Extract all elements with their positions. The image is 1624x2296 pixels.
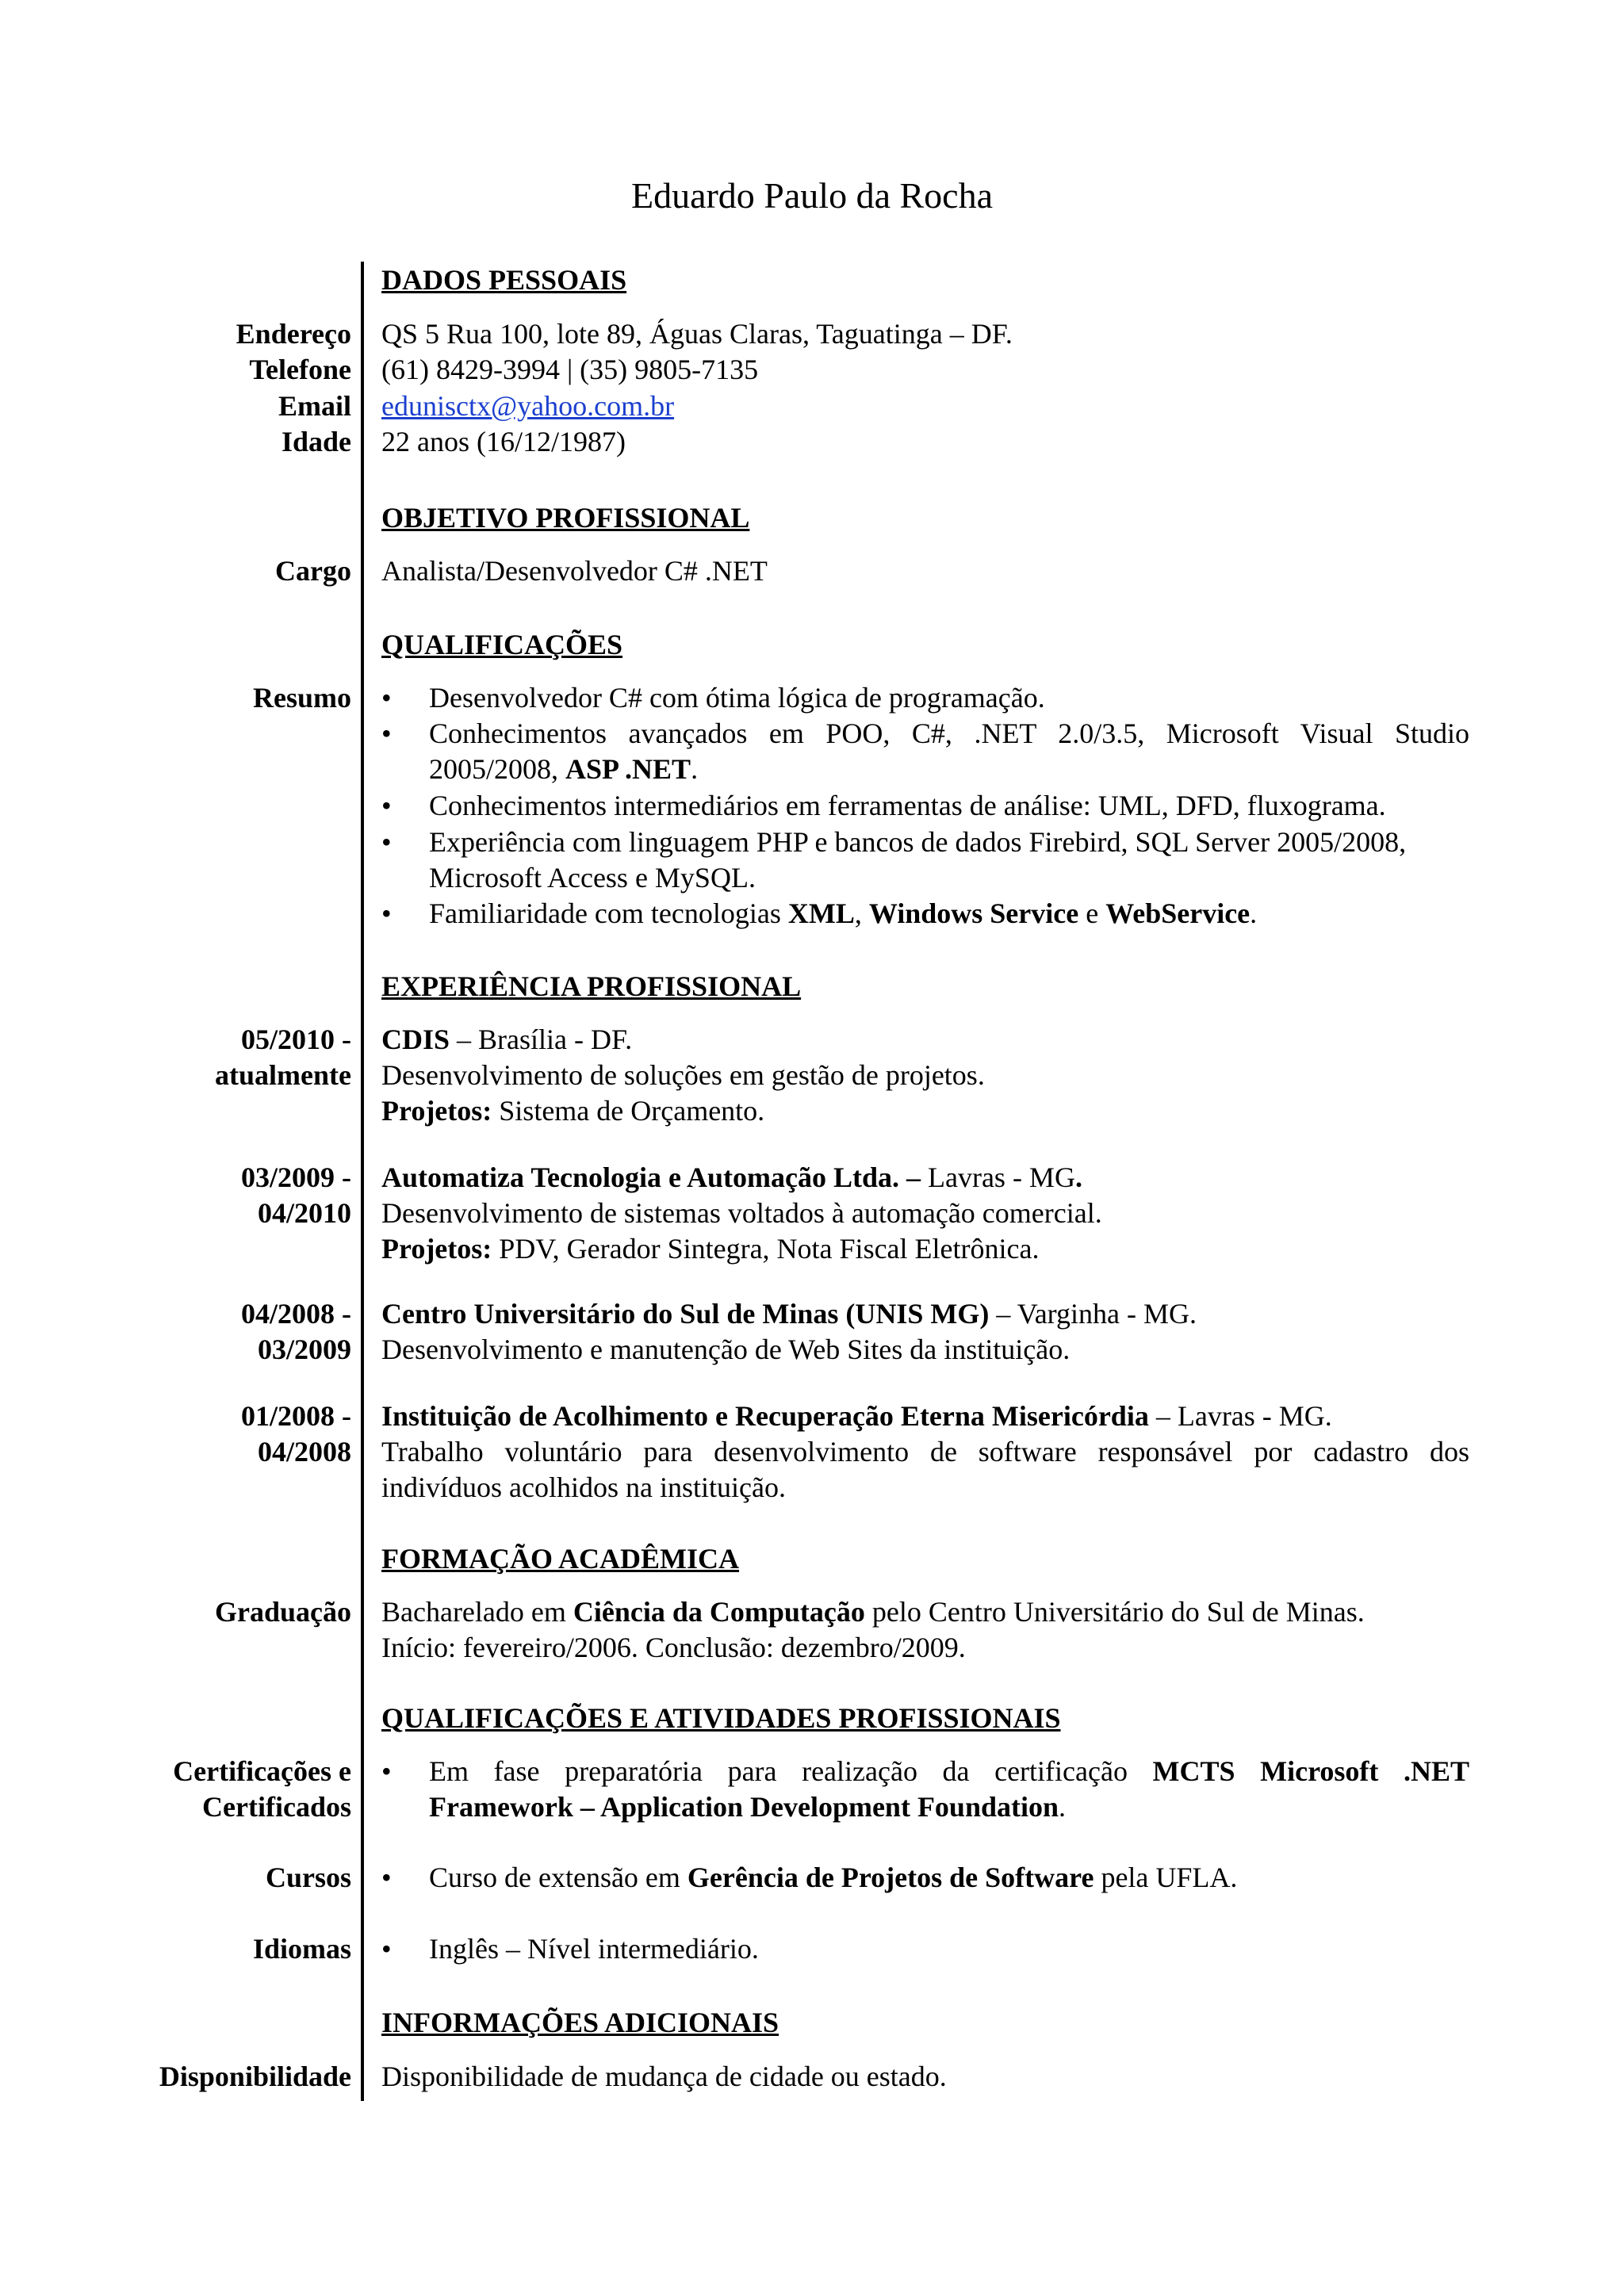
label-idiomas: Idiomas <box>252 1933 351 1965</box>
heading-atividades: QUALIFICAÇÕES E ATIVIDADES PROFISSIONAIS <box>381 1702 1061 1734</box>
label-endereco: Endereço <box>236 318 351 350</box>
graduacao-line-1: Bacharelado em Ciência da Computação pelo Centro Universitário do Sul de Minas. <box>381 1596 1365 1628</box>
heading-objetivo: OBJETIVO PROFISSIONAL <box>381 502 750 534</box>
bullet-icon: • <box>381 790 392 821</box>
label-disponibilidade: Disponibilidade <box>159 2061 351 2092</box>
value-telefone: (61) 8429-3994 | (35) 9805-7135 <box>381 354 759 385</box>
label-resumo: Resumo <box>253 682 351 714</box>
label-graduacao: Graduação <box>214 1596 351 1628</box>
job-1-dates: 05/2010 - atualmente <box>215 1024 351 1091</box>
heading-qualificacoes: QUALIFICAÇÕES <box>381 629 623 660</box>
cert-line-2: Framework – Application Development Foundation. <box>429 1791 1067 1823</box>
bullet-icon: • <box>381 682 392 714</box>
column-divider <box>361 262 364 2101</box>
job-2-desc: Desenvolvimento de sistemas voltados à automação comercial. <box>381 1197 1102 1229</box>
job-2-dates: 03/2009 - 04/2010 <box>241 1161 351 1229</box>
heading-dados-pessoais: DADOS PESSOAIS <box>381 264 627 296</box>
label-idade: Idade <box>281 426 351 457</box>
qual-bullet-1: Desenvolvedor C# com ótima lógica de programação. <box>429 682 1045 714</box>
qual-bullet-3: Conhecimentos intermediários em ferramentas de análise: UML, DFD, fluxograma. <box>429 790 1386 821</box>
heading-experiencia: EXPERIÊNCIA PROFISSIONAL <box>381 970 802 1002</box>
cursos-text: Curso de extensão em Gerência de Projetos de Software pela UFLA. <box>429 1862 1238 1893</box>
bullet-icon: • <box>381 718 392 749</box>
job-4-desc-2: indivíduos acolhidos na instituição. <box>381 1471 786 1503</box>
qual-bullet-2-line-2: 2005/2008, ASP .NET. <box>429 753 699 785</box>
label-cargo: Cargo <box>275 555 351 587</box>
qual-bullet-4-line-2: Microsoft Access e MySQL. <box>429 862 756 894</box>
job-1-projects: Projetos: Sistema de Orçamento. <box>381 1095 765 1127</box>
value-cargo: Analista/Desenvolvedor C# .NET <box>381 555 768 587</box>
job-4-title: Instituição de Acolhimento e Recuperação Eterna Misericórdia – Lavras - MG. <box>381 1400 1332 1432</box>
cert-line-1: Em fase preparatória para realização da certificação MCTS Microsoft .NET <box>429 1755 1469 1787</box>
label-email: Email <box>278 390 351 422</box>
job-3-title: Centro Universitário do Sul de Minas (UNIS MG) – Varginha - MG. <box>381 1298 1197 1330</box>
graduacao-line-2: Início: fevereiro/2006. Conclusão: dezembro/2009. <box>381 1632 966 1663</box>
job-2-title: Automatiza Tecnologia e Automação Ltda. – Lavras - MG. <box>381 1161 1082 1193</box>
bullet-icon: • <box>381 1755 392 1787</box>
bullet-icon: • <box>381 897 392 929</box>
email-link[interactable]: edunisctx@yahoo.com.br <box>381 390 675 422</box>
bullet-icon: • <box>381 1862 392 1893</box>
value-endereco: QS 5 Rua 100, lote 89, Águas Claras, Taguatinga – DF. <box>381 318 1013 350</box>
job-3-dates: 04/2008 - 03/2009 <box>241 1298 351 1365</box>
qual-bullet-2-line-1: Conhecimentos avançados em POO, C#, .NET 2.0/3.5, Microsoft Visual Studio <box>429 718 1469 749</box>
idiomas-text: Inglês – Nível intermediário. <box>429 1933 759 1965</box>
heading-adicionais: INFORMAÇÕES ADICIONAIS <box>381 2007 779 2038</box>
job-4-desc-1: Trabalho voluntário para desenvolvimento de software responsável por cadastro dos <box>381 1436 1469 1468</box>
job-4-dates: 01/2008 - 04/2008 <box>241 1400 351 1468</box>
label-certificacoes: Certificações e Certificados <box>173 1755 351 1823</box>
label-cursos: Cursos <box>265 1862 351 1893</box>
qual-bullet-4-line-1: Experiência com linguagem PHP e bancos de dados Firebird, SQL Server 2005/2008, <box>429 826 1407 858</box>
qual-bullet-5: Familiaridade com tecnologias XML, Windows Service e WebService. <box>429 897 1258 929</box>
candidate-name: Eduardo Paulo da Rocha <box>630 175 994 216</box>
bullet-icon: • <box>381 1933 392 1965</box>
job-1-title: CDIS – Brasília - DF. <box>381 1024 633 1055</box>
job-2-projects: Projetos: PDV, Gerador Sintegra, Nota Fiscal Eletrônica. <box>381 1233 1040 1265</box>
bullet-icon: • <box>381 826 392 858</box>
job-3-desc: Desenvolvimento e manutenção de Web Sites da instituição. <box>381 1334 1071 1365</box>
value-idade: 22 anos (16/12/1987) <box>381 426 626 457</box>
job-1-desc: Desenvolvimento de soluções em gestão de projetos. <box>381 1059 985 1091</box>
heading-formacao: FORMAÇÃO ACADÊMICA <box>381 1543 739 1575</box>
value-disponibilidade: Disponibilidade de mudança de cidade ou estado. <box>381 2061 947 2092</box>
label-telefone: Telefone <box>249 354 351 385</box>
